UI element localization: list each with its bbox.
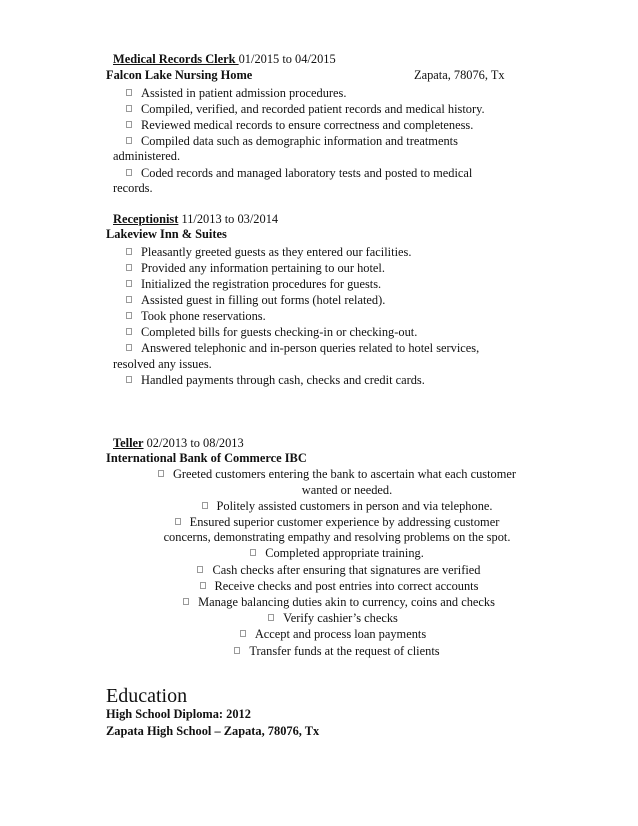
list-item: Completed appropriate training. [0, 546, 638, 561]
list-item: Handled payments through cash, checks and credit cards. [126, 373, 425, 388]
employer-name: Falcon Lake Nursing Home [106, 68, 253, 82]
bullet-box-icon [240, 630, 246, 637]
bullet-box-icon [175, 518, 181, 525]
job-title: Medical Records Clerk [113, 52, 239, 66]
bullet-box-icon [158, 470, 164, 477]
list-item-continuation: resolved any issues. [113, 357, 212, 371]
list-item-continuation: wanted or needed. [301, 483, 393, 497]
list-item: Manage balancing duties akin to currency, coins and checks [0, 595, 638, 610]
bullet-box-icon [126, 89, 132, 96]
list-item: Accept and process loan payments [0, 627, 638, 642]
bullet-box-icon [126, 280, 132, 287]
bullet-box-icon [126, 376, 132, 383]
job-header-medical-records [113, 52, 336, 67]
list-item: Assisted guest in filling out forms (hotel related). [126, 293, 385, 308]
list-item: Verify cashier’s checks [0, 611, 638, 626]
list-item: Transfer funds at the request of clients [0, 644, 638, 659]
bullet-box-icon [126, 264, 132, 271]
list-item: Greeted customers entering the bank to ascertain what each customer [0, 467, 638, 482]
bullet-box-icon [197, 566, 203, 573]
employer-location: Zapata, 78076, Tx [414, 68, 505, 82]
education-school: Zapata High School – Zapata, 78076, Tx [106, 724, 320, 738]
list-item: Answered telephonic and in-person queries related to hotel services, [126, 341, 479, 356]
list-item-continuation: administered. [113, 149, 181, 163]
job-title: Teller [113, 436, 144, 450]
employer-name: Lakeview Inn & Suites [106, 227, 227, 241]
list-item: Assisted in patient admission procedures. [126, 86, 346, 101]
list-item: Receive checks and post entries into correct accounts [0, 579, 638, 594]
bullet-box-icon [200, 582, 206, 589]
bullet-box-icon [268, 614, 274, 621]
list-item: Reviewed medical records to ensure correctness and completeness. [126, 118, 473, 133]
bullet-box-icon [126, 296, 132, 303]
education-diploma: High School Diploma: 2012 [106, 707, 251, 721]
bullet-box-icon [183, 598, 189, 605]
bullet-box-icon [126, 312, 132, 319]
list-item: Ensured superior customer experience by addressing customer [0, 515, 638, 530]
list-item-continuation: records. [113, 181, 153, 195]
list-item: Compiled, verified, and recorded patient records and medical history. [126, 102, 485, 117]
job-dates: 01/2015 to 04/2015 [238, 52, 336, 66]
job-dates: 11/2013 to 03/2014 [178, 212, 279, 226]
list-item: Provided any information pertaining to our hotel. [126, 261, 385, 276]
bullet-box-icon [202, 502, 208, 509]
list-item-continuation: concerns, demonstrating empathy and resolving problems on the spot. [163, 530, 511, 544]
bullet-box-icon [250, 549, 256, 556]
bullet-box-icon [126, 105, 132, 112]
list-item: Pleasantly greeted guests as they entered our facilities. [126, 245, 411, 260]
section-heading-education: Education [106, 685, 188, 707]
list-item: Coded records and managed laboratory tests and posted to medical [126, 166, 472, 181]
bullet-box-icon [126, 169, 132, 176]
list-item: Politely assisted customers in person and via telephone. [0, 499, 638, 514]
bullet-box-icon [126, 328, 132, 335]
list-item: Completed bills for guests checking-in or checking-out. [126, 325, 417, 340]
bullet-box-icon [126, 121, 132, 128]
employer-name: International Bank of Commerce IBC [106, 451, 307, 465]
list-item: Initialized the registration procedures for guests. [126, 277, 381, 292]
job-header-teller [113, 436, 244, 451]
job-title: Receptionist [113, 212, 179, 226]
bullet-box-icon [234, 647, 240, 654]
list-item: Cash checks after ensuring that signatures are verified [0, 563, 638, 578]
job-header-receptionist [113, 212, 278, 227]
job-dates: 02/2013 to 08/2013 [143, 436, 244, 450]
bullet-box-icon [126, 137, 132, 144]
list-item: Took phone reservations. [126, 309, 266, 324]
bullet-box-icon [126, 248, 132, 255]
bullet-box-icon [126, 344, 132, 351]
list-item: Compiled data such as demographic information and treatments [126, 134, 458, 149]
